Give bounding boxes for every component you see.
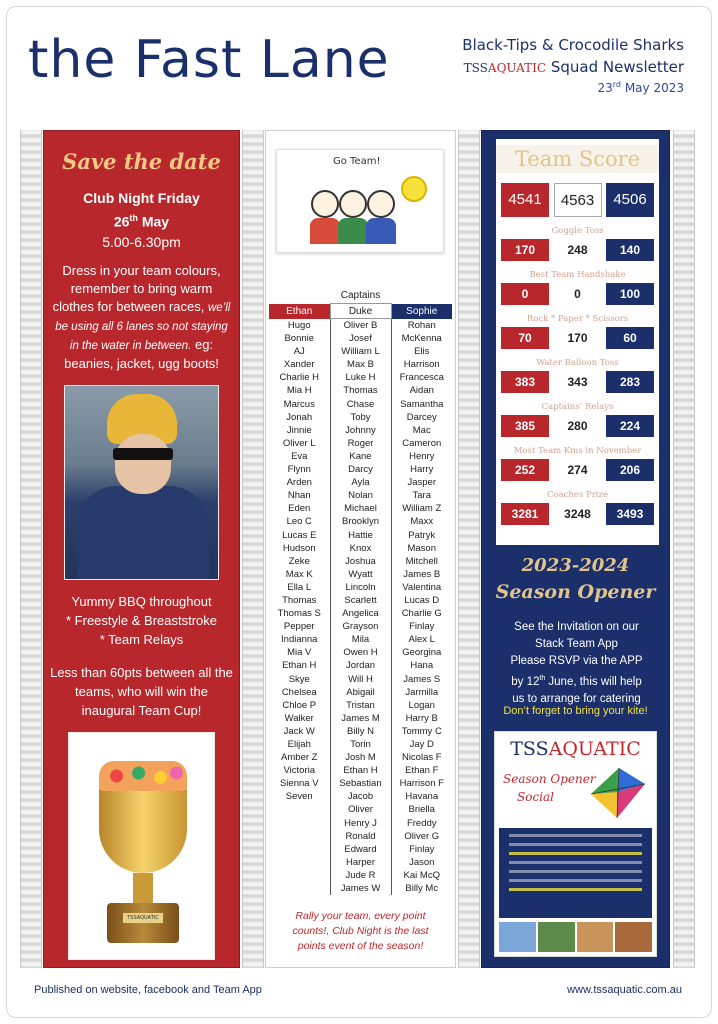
captain-name: Darcy: [330, 463, 391, 476]
event-score-sophie: 140: [606, 239, 654, 261]
captains-table: [269, 303, 452, 895]
rally-text: Rally your team, every point counts!, Club Night is the last points event of the season!: [292, 910, 429, 952]
captain-name: Logan: [408, 699, 435, 711]
captain-name: Henry J: [330, 817, 391, 830]
captain-name: Chase: [330, 398, 391, 411]
event-score-sophie: 3493: [606, 503, 654, 525]
newsletter-masthead: the Fast Lane: [28, 30, 390, 90]
score-event-name: Rock * Paper * Scissors: [526, 314, 629, 324]
score-event-name: Goggle Toss: [551, 226, 604, 236]
newsletter-subtitle: [462, 58, 684, 76]
captain-name: Nhan: [287, 490, 311, 502]
captain-name: Mac: [412, 424, 431, 436]
score-event: [496, 358, 659, 393]
score-event-name: Coaches Prize: [546, 490, 609, 500]
captain-name: James S: [403, 673, 441, 685]
captain-name: Francesca: [399, 372, 444, 384]
captains-row: [269, 686, 452, 699]
captain-name: Max B: [330, 358, 391, 371]
event-score-duke: 343: [554, 371, 602, 393]
captain-name: Mia V: [287, 647, 312, 659]
squad-names: Black-Tips & Crocodile Sharks: [462, 36, 684, 54]
captain-name: Mitchell: [405, 555, 438, 567]
captain-name: Max K: [285, 568, 313, 580]
captains-row: [269, 555, 452, 568]
captain-name: Darcey: [406, 411, 437, 423]
captains-row: [269, 673, 452, 686]
flyer-logo: TSSAQUATIC: [510, 738, 641, 760]
captains-row: [269, 371, 452, 384]
swimmer-photo: [64, 385, 219, 580]
captain-name: Patryk: [408, 529, 436, 541]
captains-row: [269, 830, 452, 843]
captain-name: Charlie H: [279, 372, 320, 384]
captains-row: [269, 411, 452, 424]
captain-name: Jarmilla: [405, 686, 439, 698]
season-year: 2023-2024: [521, 555, 630, 576]
captain-name: James B: [403, 568, 441, 580]
captain-name: Michael: [330, 502, 391, 515]
captain-name: Victoria: [283, 765, 315, 777]
captain-name: Leo C: [286, 516, 312, 528]
score-event-name: Water Balloon Toss: [536, 358, 619, 368]
captain-name: Amber Z: [281, 752, 318, 764]
captain-name: Oliver L: [282, 437, 316, 449]
captain-name: Ella L: [287, 581, 312, 593]
captains-row: [269, 646, 452, 659]
brand-aquatic: AQUATIC: [487, 61, 547, 75]
captains-row: [269, 843, 452, 856]
captains-row: [269, 319, 452, 333]
captain-name: Thomas: [330, 384, 391, 397]
captain-name: Xander: [283, 359, 315, 371]
event-score-ethan: 3281: [501, 503, 549, 525]
captain-name: McKenna: [401, 333, 442, 345]
captain-name: Mia H: [286, 385, 312, 397]
captain-name: Flynn: [287, 464, 311, 476]
event-score-ethan: 252: [501, 459, 549, 481]
event-score-ethan: 0: [501, 283, 549, 305]
team-score-panel: [481, 130, 670, 968]
flyer-subtitle-social: Social: [517, 790, 554, 804]
kite-reminder: Don’t forget to bring your kite!: [503, 705, 648, 717]
total-score-duke: 4563: [554, 183, 602, 217]
captain-name: James M: [330, 712, 391, 725]
captain-name: Hugo: [287, 319, 311, 331]
captain-name: Cameron: [402, 437, 442, 449]
flyer-details: [499, 828, 652, 918]
captains-row: [269, 869, 452, 882]
captain-name: Jude R: [330, 869, 391, 882]
captain-name: Indianna: [281, 634, 318, 646]
captains-row: [269, 398, 452, 411]
team-header-ethan: Ethan: [269, 304, 330, 319]
captains-title: Captains: [340, 290, 381, 301]
captains-row: [269, 725, 452, 738]
lane-rope: [673, 130, 695, 968]
captain-name: Kai McQ: [403, 869, 440, 881]
captain-name: [269, 803, 330, 816]
season-opener-flyer: [494, 731, 657, 957]
captain-name: Finlay: [409, 621, 435, 633]
score-board: [496, 139, 659, 545]
event-score-sophie: 283: [606, 371, 654, 393]
event-score-ethan: 170: [501, 239, 549, 261]
captain-name: Marcus: [283, 398, 315, 410]
captain-name: Sebastian: [330, 777, 391, 790]
captain-name: Brooklyn: [330, 515, 391, 528]
captain-name: Josh M: [330, 751, 391, 764]
captains-row: [269, 463, 452, 476]
captain-name: Eden: [288, 503, 311, 515]
captain-name: Wyatt: [330, 568, 391, 581]
captain-name: Jacob: [330, 790, 391, 803]
season-opener-text: See the Invitation on our Stack Team App Please RSVP via the APP by 12th June, this will help us to arrange for catering: [510, 621, 643, 705]
captains-row: [269, 450, 452, 463]
score-event-name: Best Team Handshake: [529, 270, 626, 280]
score-event: [496, 314, 659, 349]
captains-row: [269, 581, 452, 594]
captain-name: Aidan: [409, 385, 434, 397]
captain-name: Roger: [330, 437, 391, 450]
captain-name: Jack W: [283, 725, 315, 737]
footer-website-link[interactable]: www.tssaquatic.com.au: [567, 984, 682, 996]
captain-name: Harper: [330, 856, 391, 869]
event-score-sophie: 224: [606, 415, 654, 437]
score-event: [496, 402, 659, 437]
score-event: [496, 490, 659, 525]
event-score-duke: 274: [554, 459, 602, 481]
captain-name: Abigail: [330, 686, 391, 699]
save-the-date-title: Save the date: [62, 149, 221, 174]
captains-row: [269, 699, 452, 712]
captain-name: William L: [330, 345, 391, 358]
captain-name: Jordan: [330, 659, 391, 672]
captain-name: Alex L: [408, 634, 435, 646]
captain-name: Havana: [405, 791, 439, 803]
captain-name: [269, 869, 330, 882]
captain-name: Valentina: [402, 581, 442, 593]
captain-name: Jason: [409, 856, 435, 868]
event-score-duke: 3248: [554, 503, 602, 525]
captain-name: Mason: [407, 542, 436, 554]
trophy-image: [68, 732, 215, 960]
captain-name: Elijah: [287, 739, 311, 750]
captain-name: [269, 817, 330, 830]
dress-code-text: Dress in your team colours, remember to bring warm clothes for between races, we’ll be using all 6 lanes so not staying in the water in between. eg: beanies, jacket, ugg boots!: [52, 262, 231, 371]
captains-row: [269, 777, 452, 790]
score-event: [496, 446, 659, 481]
captain-name: Billy N: [330, 725, 391, 738]
flyer-photos: [499, 922, 652, 952]
captains-row: [269, 332, 452, 345]
captain-name: Oliver G: [404, 830, 440, 842]
captain-name: James W: [330, 882, 391, 895]
captains-row: [269, 515, 452, 528]
footer-published: Published on website, facebook and Team App: [34, 984, 262, 996]
captains-row: [269, 424, 452, 437]
captain-name: Rohan: [407, 319, 436, 331]
captain-name: Jonah: [286, 411, 313, 423]
event-score-sophie: 60: [606, 327, 654, 349]
captain-name: Billy Mc: [405, 883, 439, 895]
captain-name: Sienna V: [279, 778, 319, 790]
captains-row: [269, 803, 452, 816]
captain-name: Lucas D: [404, 594, 440, 606]
event-score-sophie: 100: [606, 283, 654, 305]
captain-name: Tristan: [330, 699, 391, 712]
captain-name: Toby: [330, 411, 391, 424]
captains-row: [269, 502, 452, 515]
captain-name: Henry: [409, 450, 435, 462]
captain-name: Georgina: [402, 647, 442, 659]
captains-row: [269, 437, 452, 450]
captain-name: [269, 882, 330, 895]
captain-name: Charlie G: [401, 608, 442, 620]
captain-name: Seven: [285, 791, 313, 803]
captains-row: [269, 358, 452, 371]
captain-name: Johnny: [330, 424, 391, 437]
season-opener-title: Season Opener: [495, 581, 656, 603]
captains-row: [269, 607, 452, 620]
score-event: [496, 270, 659, 305]
captain-name: Jay D: [409, 739, 434, 750]
trophy-plate: TSSAQUATIC: [123, 913, 163, 923]
kite-icon: [587, 764, 649, 822]
event-score-sophie: 206: [606, 459, 654, 481]
captain-name: Thomas: [282, 594, 317, 606]
total-score-ethan: 4541: [501, 183, 549, 217]
header-info: [462, 36, 684, 95]
captain-name: Ayla: [330, 476, 391, 489]
club-night-heading: Club Night Friday 26th May: [83, 190, 200, 230]
captain-name: Oliver: [330, 803, 391, 816]
captain-name: [269, 843, 330, 856]
captains-row: [269, 738, 452, 751]
captains-row: [269, 659, 452, 672]
captain-name: Samantha: [400, 398, 444, 410]
captains-row: [269, 529, 452, 542]
captain-name: Elis: [414, 346, 430, 358]
flyer-subtitle: Season Opener: [503, 772, 596, 786]
go-team-label: Go Team!: [333, 156, 381, 167]
go-team-cartoon: [276, 149, 444, 253]
event-score-ethan: 383: [501, 371, 549, 393]
bbq-info: Yummy BBQ throughout * Freestyle & Breaststroke * Team Relays: [66, 593, 217, 647]
captain-name: Hana: [410, 660, 434, 672]
captains-row: [269, 345, 452, 358]
captains-row: [269, 712, 452, 725]
captain-name: Luke H: [330, 371, 391, 384]
captain-name: Lincoln: [330, 581, 391, 594]
captains-row: [269, 542, 452, 555]
captain-name: Chloe P: [282, 699, 317, 711]
captain-name: William Z: [402, 503, 442, 515]
captain-name: Finlay: [409, 843, 435, 855]
captain-name: Kane: [330, 450, 391, 463]
event-score-duke: 170: [554, 327, 602, 349]
captain-name: Owen H: [330, 646, 391, 659]
captain-name: Harrison: [403, 359, 440, 371]
captain-name: Tommy C: [401, 725, 442, 737]
captains-row: [269, 594, 452, 607]
captain-name: Hudson: [282, 542, 316, 554]
save-the-date-panel: [43, 130, 240, 968]
captain-name: Jinnie: [286, 424, 312, 436]
team-cup-text: Less than 60pts between all the teams, who will win the inaugural Team Cup!: [50, 664, 233, 718]
event-score-ethan: 385: [501, 415, 549, 437]
team-header-sophie: Sophie: [391, 304, 452, 319]
captains-row: [269, 856, 452, 869]
total-scores: [501, 183, 654, 217]
captain-name: Nolan: [330, 489, 391, 502]
captain-name: Knox: [330, 542, 391, 555]
lane-rope: [242, 130, 264, 968]
captain-name: Arden: [286, 477, 312, 489]
captain-name: Ethan F: [405, 765, 439, 777]
captain-name: Thomas S: [277, 608, 321, 620]
captains-row: [269, 817, 452, 830]
captain-name: Edward: [330, 843, 391, 856]
captain-name: Harry: [410, 464, 434, 476]
captain-name: Bonnie: [284, 333, 315, 345]
captain-name: [269, 830, 330, 843]
captain-name: Chelsea: [281, 686, 317, 698]
captain-name: Maxx: [410, 516, 434, 528]
captains-row: [269, 620, 452, 633]
captain-name: Ethan H: [282, 660, 317, 672]
captains-row: [269, 384, 452, 397]
captains-panel: [265, 130, 456, 968]
score-event-name: Captains’ Relays: [541, 402, 614, 412]
captain-name: Freddy: [406, 817, 437, 829]
lane-rope: [20, 130, 42, 968]
captains-row: [269, 476, 452, 489]
total-score-sophie: 4506: [606, 183, 654, 217]
captain-name: Lucas E: [282, 529, 317, 541]
captain-name: Angelica: [330, 607, 391, 620]
club-night-time: 5.00-6.30pm: [102, 233, 181, 250]
lane-rope: [458, 130, 480, 968]
captain-name: Scarlett: [330, 594, 391, 607]
event-score-ethan: 70: [501, 327, 549, 349]
captain-name: Tara: [412, 490, 431, 502]
captain-name: Briella: [408, 804, 435, 816]
captain-name: Hattie: [330, 529, 391, 542]
captain-name: Josef: [330, 332, 391, 345]
captain-name: Harrison F: [399, 778, 444, 790]
captain-name: Ronald: [330, 830, 391, 843]
captain-name: Pepper: [283, 621, 315, 633]
score-event-name: Most Team Kms in November: [513, 446, 642, 456]
captain-name: Grayson: [330, 620, 391, 633]
captain-name: Mila: [330, 633, 391, 646]
captains-row: [269, 764, 452, 777]
captain-name: Zeke: [288, 555, 310, 567]
score-event: [496, 226, 659, 261]
captain-name: Skye: [288, 673, 310, 685]
event-score-duke: 0: [554, 283, 602, 305]
captain-name: Oliver B: [330, 319, 391, 333]
captains-row: [269, 568, 452, 581]
event-score-duke: 248: [554, 239, 602, 261]
captain-name: Harry B: [405, 712, 438, 724]
event-score-duke: 280: [554, 415, 602, 437]
captain-name: Torin: [330, 738, 391, 751]
captain-name: Ethan H: [330, 764, 391, 777]
captain-name: Jasper: [407, 477, 436, 489]
captain-name: [269, 856, 330, 869]
captains-row: [269, 489, 452, 502]
captain-name: Eva: [291, 450, 308, 462]
team-score-title: Team Score: [496, 145, 659, 173]
brand-tss: TSS: [463, 61, 488, 75]
captain-name: Will H: [330, 673, 391, 686]
captain-name: Walker: [284, 712, 314, 724]
newsletter-label: Squad Newsletter: [550, 58, 684, 76]
issue-date: 23rd May 2023: [597, 80, 684, 95]
captains-row: [269, 633, 452, 646]
captain-name: Joshua: [330, 555, 391, 568]
captains-row: [269, 882, 452, 895]
captains-row: [269, 790, 452, 803]
captain-name: AJ: [293, 346, 305, 358]
team-header-duke: Duke: [330, 304, 391, 319]
captains-row: [269, 751, 452, 764]
captain-name: Nicolas F: [401, 752, 442, 764]
